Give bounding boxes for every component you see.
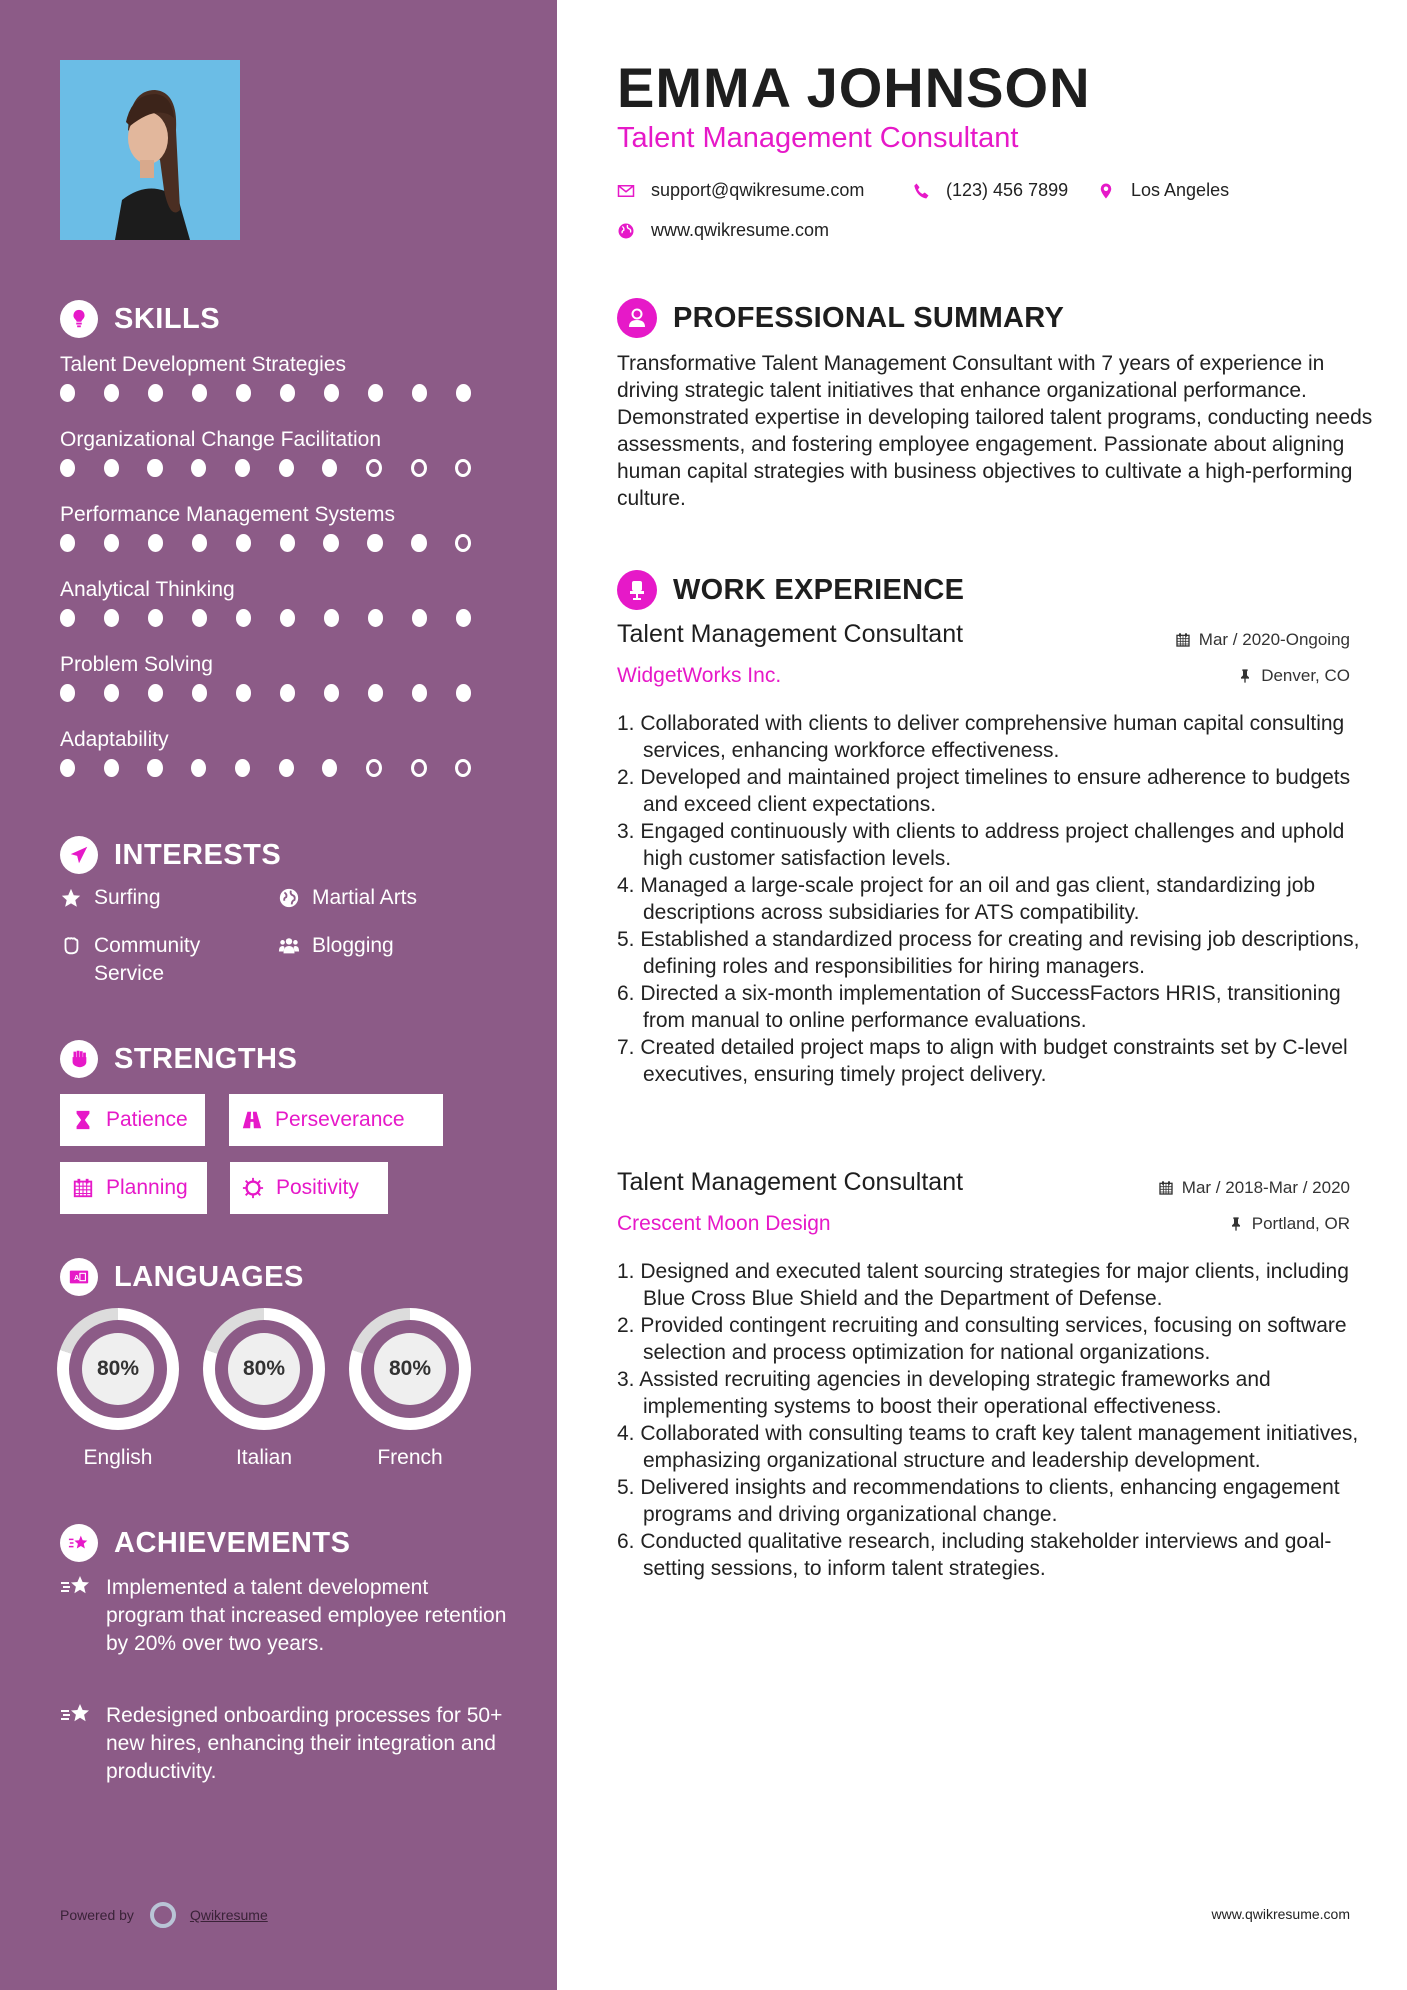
location-text: Los Angeles: [1131, 180, 1230, 200]
strengths-title: STRENGTHS: [114, 1042, 298, 1075]
rating-dot-filled: [280, 534, 295, 552]
strength-badge: [230, 1162, 388, 1214]
paper-plane-icon: [60, 836, 98, 874]
summary-text: Transformative Talent Management Consultant with 7 years of experience in driving strategic talent initiatives that enhance organizational performance. Demonstrated expertise in developing tailored talent programs, conducting needs assessments, and fostering employee engagement. Passionate about aligning human capital strategies with business objectives to cultivate a high-performing culture.: [617, 352, 1373, 510]
skill-rating: [60, 384, 500, 402]
rating-dot-filled: [324, 684, 339, 702]
candidate-name: EMMA JOHNSON: [617, 56, 1091, 119]
job-location-text: Denver, CO: [1261, 666, 1350, 685]
rating-dot-empty: [366, 459, 382, 477]
languages-heading: [60, 1258, 304, 1296]
strength-badge: [60, 1094, 205, 1146]
group-icon: [278, 935, 300, 957]
interests-heading: [60, 836, 281, 874]
skill-rating: [60, 459, 500, 477]
rating-dot-filled: [191, 759, 206, 777]
rating-dot-filled: [412, 609, 427, 627]
rating-dot-filled: [235, 759, 250, 777]
rating-dot-filled: [60, 534, 75, 552]
rating-dot-filled: [148, 609, 163, 627]
job-dates-text: Mar / 2018-Mar / 2020: [1181, 1178, 1350, 1197]
powered-by: [60, 1902, 268, 1928]
rating-dot-filled: [322, 759, 337, 777]
rating-dot-filled: [322, 459, 337, 477]
skill-rating: [60, 684, 500, 702]
rating-dot-filled: [236, 534, 251, 552]
language-label: Italian: [235, 1446, 293, 1469]
rating-dot-filled: [60, 384, 75, 402]
language-percent: 80%: [374, 1333, 446, 1405]
responsibility-item: 1. Collaborated with clients to deliver comprehensive human capital consulting services, enhancing workforce effectiveness.: [617, 712, 1345, 762]
pushpin-icon: [1228, 1216, 1244, 1232]
rating-dot-filled: [104, 384, 119, 402]
job-dates-text: Mar / 2020-Ongoing: [1198, 630, 1350, 649]
rating-dot-filled: [368, 384, 383, 402]
footer-website-link[interactable]: www.qwikresume.com: [1211, 1906, 1350, 1922]
rating-dot-filled: [412, 384, 427, 402]
rating-dot-filled: [192, 384, 207, 402]
rating-dot-filled: [456, 609, 471, 627]
skills-heading: [60, 300, 220, 338]
website-text: www.qwikresume.com: [651, 220, 830, 240]
job-responsibilities: [617, 1258, 1377, 1582]
skill-item: [60, 350, 500, 402]
strength-badge: [60, 1162, 207, 1214]
rating-dot-filled: [148, 684, 163, 702]
interest-item: [278, 932, 394, 960]
responsibility-item: 2. Provided contingent recruiting and consulting services, focusing on software selection and process optimization for national organizations.: [617, 1314, 1347, 1364]
skill-label: Analytical Thinking: [60, 578, 235, 601]
translate-icon: [60, 1258, 98, 1296]
language-item: [203, 1308, 325, 1470]
rating-dot-filled: [412, 684, 427, 702]
map-pin-icon: [1097, 182, 1115, 200]
interest-label: Surfing: [94, 886, 161, 909]
rating-dot-empty: [411, 459, 427, 477]
phone-text: (123) 456 7899: [946, 180, 1069, 200]
responsibility-item: 5. Established a standardized process for creating and revising job descriptions, defining roles and responsibilities for hiring managers.: [617, 928, 1360, 978]
shooting-star-icon: [60, 1574, 92, 1600]
contact-email[interactable]: [617, 180, 864, 201]
rating-dot-filled: [280, 384, 295, 402]
rating-dot-filled: [147, 759, 162, 777]
rating-dot-empty: [366, 759, 382, 777]
rating-dot-empty: [455, 759, 471, 777]
skill-item: [60, 725, 500, 777]
shooting-star-icon: [60, 1702, 92, 1728]
job-responsibilities: [617, 710, 1377, 1088]
contact-website[interactable]: [617, 220, 829, 241]
sun-icon: [242, 1177, 264, 1199]
rating-dot-filled: [148, 534, 163, 552]
rating-dot-filled: [191, 459, 206, 477]
rating-dot-filled: [236, 609, 251, 627]
qwikresume-link[interactable]: Qwikresume: [189, 1907, 268, 1923]
responsibility-item: 4. Collaborated with consulting teams to craft key talent management initiatives, emphasizing organizational structure and leadership development.: [617, 1422, 1359, 1472]
globe-icon: [278, 887, 300, 909]
strength-label: Perseverance: [275, 1108, 405, 1131]
rating-dot-filled: [236, 384, 251, 402]
language-progress-ring: [57, 1308, 179, 1430]
contact-location: [1097, 180, 1229, 201]
rating-dot-filled: [104, 459, 119, 477]
rating-dot-filled: [411, 534, 426, 552]
rating-dot-empty: [455, 534, 471, 552]
job-title: Talent Management Consultant: [617, 620, 964, 648]
skill-label: Organizational Change Facilitation: [60, 428, 382, 451]
achievement-text: Redesigned onboarding processes for 50+ new hires, enhancing their integration and productivity.: [106, 1704, 503, 1783]
experience-heading: [617, 570, 964, 610]
rating-dot-filled: [368, 609, 383, 627]
strength-label: Positivity: [276, 1176, 359, 1199]
responsibility-item: 4. Managed a large-scale project for an oil and gas client, standardizing job descriptions across subsidiaries for ATS compatibility.: [617, 874, 1316, 924]
interest-item: [60, 884, 161, 912]
rating-dot-filled: [456, 384, 471, 402]
skill-label: Talent Development Strategies: [60, 353, 346, 376]
interest-label: Martial Arts: [312, 886, 418, 909]
rating-dot-filled: [324, 384, 339, 402]
fist-icon: [60, 1040, 98, 1078]
skill-item: [60, 500, 500, 552]
rating-dot-filled: [280, 684, 295, 702]
profile-photo: [60, 60, 240, 240]
interests-title: INTERESTS: [114, 838, 282, 871]
rating-dot-filled: [279, 459, 294, 477]
road-icon: [241, 1109, 263, 1131]
language-progress-ring: [203, 1308, 325, 1430]
hourglass-icon: [72, 1109, 94, 1131]
rating-dot-filled: [60, 684, 75, 702]
job-dates: [1158, 1178, 1350, 1198]
skill-label: Performance Management Systems: [60, 503, 395, 526]
calendar-icon: [1158, 1180, 1174, 1196]
achievement-text: Implemented a talent development program that increased employee retention by 20% over two years.: [106, 1576, 507, 1655]
job-dates: [1175, 630, 1350, 650]
rating-dot-filled: [323, 534, 338, 552]
strength-badge: [229, 1094, 443, 1146]
job-location: [1237, 666, 1350, 686]
language-percent: 80%: [82, 1333, 154, 1405]
responsibility-item: 2. Developed and maintained project timelines to ensure adherence to budgets and exceed client expectations.: [617, 766, 1351, 816]
skill-rating: [60, 534, 500, 552]
responsibility-item: 3. Assisted recruiting agencies in developing strategic frameworks and implementing systems to boost their operational effectiveness.: [617, 1368, 1271, 1418]
responsibility-item: 6. Directed a six-month implementation of SuccessFactors HRIS, transitioning from manual to online performance evaluations.: [617, 982, 1341, 1032]
rating-dot-filled: [236, 684, 251, 702]
responsibility-item: 1. Designed and executed talent sourcing strategies for major clients, including Blue Cross Blue Shield and the Department of Defense.: [617, 1260, 1349, 1310]
rating-dot-filled: [280, 609, 295, 627]
skills-title: SKILLS: [114, 302, 221, 335]
language-label: French: [377, 1446, 443, 1469]
skill-rating: [60, 609, 500, 627]
achievement-item: [60, 1574, 510, 1658]
responsibility-item: 3. Engaged continuously with clients to address project challenges and uphold high customer satisfaction levels.: [617, 820, 1345, 870]
calendar-icon: [1175, 632, 1191, 648]
rating-dot-filled: [104, 759, 119, 777]
job-location-text: Portland, OR: [1251, 1214, 1350, 1233]
skill-label: Adaptability: [60, 728, 169, 751]
interest-label: Community Service: [94, 934, 201, 985]
job-company: Crescent Moon Design: [617, 1212, 831, 1235]
hand-icon: [60, 935, 82, 957]
rating-dot-filled: [192, 534, 207, 552]
office-chair-icon: [617, 570, 657, 610]
rating-dot-filled: [192, 684, 207, 702]
rating-dot-filled: [60, 609, 75, 627]
language-progress-ring: [349, 1308, 471, 1430]
achievements-title: ACHIEVEMENTS: [114, 1526, 351, 1559]
rating-dot-filled: [367, 534, 382, 552]
job-location: [1228, 1214, 1350, 1234]
pushpin-icon: [1237, 668, 1253, 684]
rating-dot-filled: [368, 684, 383, 702]
rating-dot-filled: [279, 759, 294, 777]
experience-title: WORK EXPERIENCE: [673, 573, 965, 606]
calendar-icon: [72, 1177, 94, 1199]
achievement-item: [60, 1702, 510, 1786]
sidebar: [0, 0, 557, 1990]
rating-dot-filled: [148, 384, 163, 402]
main-content: [557, 0, 1407, 1990]
rating-dot-filled: [235, 459, 250, 477]
summary-heading: [617, 298, 1064, 338]
contact-phone[interactable]: [912, 180, 1068, 201]
rating-dot-empty: [455, 459, 471, 477]
languages-title: LANGUAGES: [114, 1260, 304, 1293]
shooting-star-icon: [60, 1524, 98, 1562]
interest-label: Blogging: [312, 934, 394, 957]
achievements-heading: [60, 1524, 350, 1562]
rating-dot-filled: [104, 534, 119, 552]
rating-dot-filled: [104, 609, 119, 627]
rating-dot-filled: [60, 459, 75, 477]
job-title: Talent Management Consultant: [617, 1168, 964, 1196]
user-icon: [617, 298, 657, 338]
email-text: support@qwikresume.com: [651, 180, 865, 200]
phone-icon: [912, 182, 930, 200]
job-company: WidgetWorks Inc.: [617, 664, 782, 687]
interest-item: [60, 932, 260, 988]
skill-item: [60, 575, 500, 627]
language-item: [349, 1308, 471, 1470]
summary-title: PROFESSIONAL SUMMARY: [673, 301, 1065, 334]
rating-dot-filled: [324, 609, 339, 627]
rating-dot-filled: [147, 459, 162, 477]
strength-label: Planning: [106, 1176, 188, 1199]
lightbulb-icon: [60, 300, 98, 338]
skill-rating: [60, 759, 500, 777]
skill-label: Problem Solving: [60, 653, 213, 676]
strength-label: Patience: [106, 1108, 188, 1131]
rating-dot-filled: [192, 609, 207, 627]
candidate-title: Talent Management Consultant: [617, 122, 1019, 154]
rating-dot-filled: [456, 684, 471, 702]
rating-dot-filled: [104, 684, 119, 702]
svg-text:A: A: [73, 1273, 80, 1283]
skill-item: [60, 650, 500, 702]
responsibility-item: 5. Delivered insights and recommendations to clients, enhancing engagement programs and driving organizational change.: [617, 1476, 1340, 1526]
envelope-icon: [617, 182, 635, 200]
responsibility-item: 7. Created detailed project maps to align with budget constraints set by C-level executives, ensuring timely project delivery.: [617, 1036, 1348, 1086]
skill-item: [60, 425, 500, 477]
language-item: [57, 1308, 179, 1470]
strengths-heading: [60, 1040, 297, 1078]
interest-item: [278, 884, 417, 912]
responsibility-item: 6. Conducted qualitative research, including stakeholder interviews and goal-setting sessions, to inform talent strategies.: [617, 1530, 1332, 1580]
language-percent: 80%: [228, 1333, 300, 1405]
star-icon: [60, 887, 82, 909]
rating-dot-filled: [60, 759, 75, 777]
powered-by-label: Powered by: [60, 1907, 134, 1923]
qwikresume-logo-icon: [150, 1902, 176, 1928]
globe-icon: [617, 222, 635, 240]
rating-dot-empty: [411, 759, 427, 777]
language-label: English: [83, 1446, 153, 1469]
